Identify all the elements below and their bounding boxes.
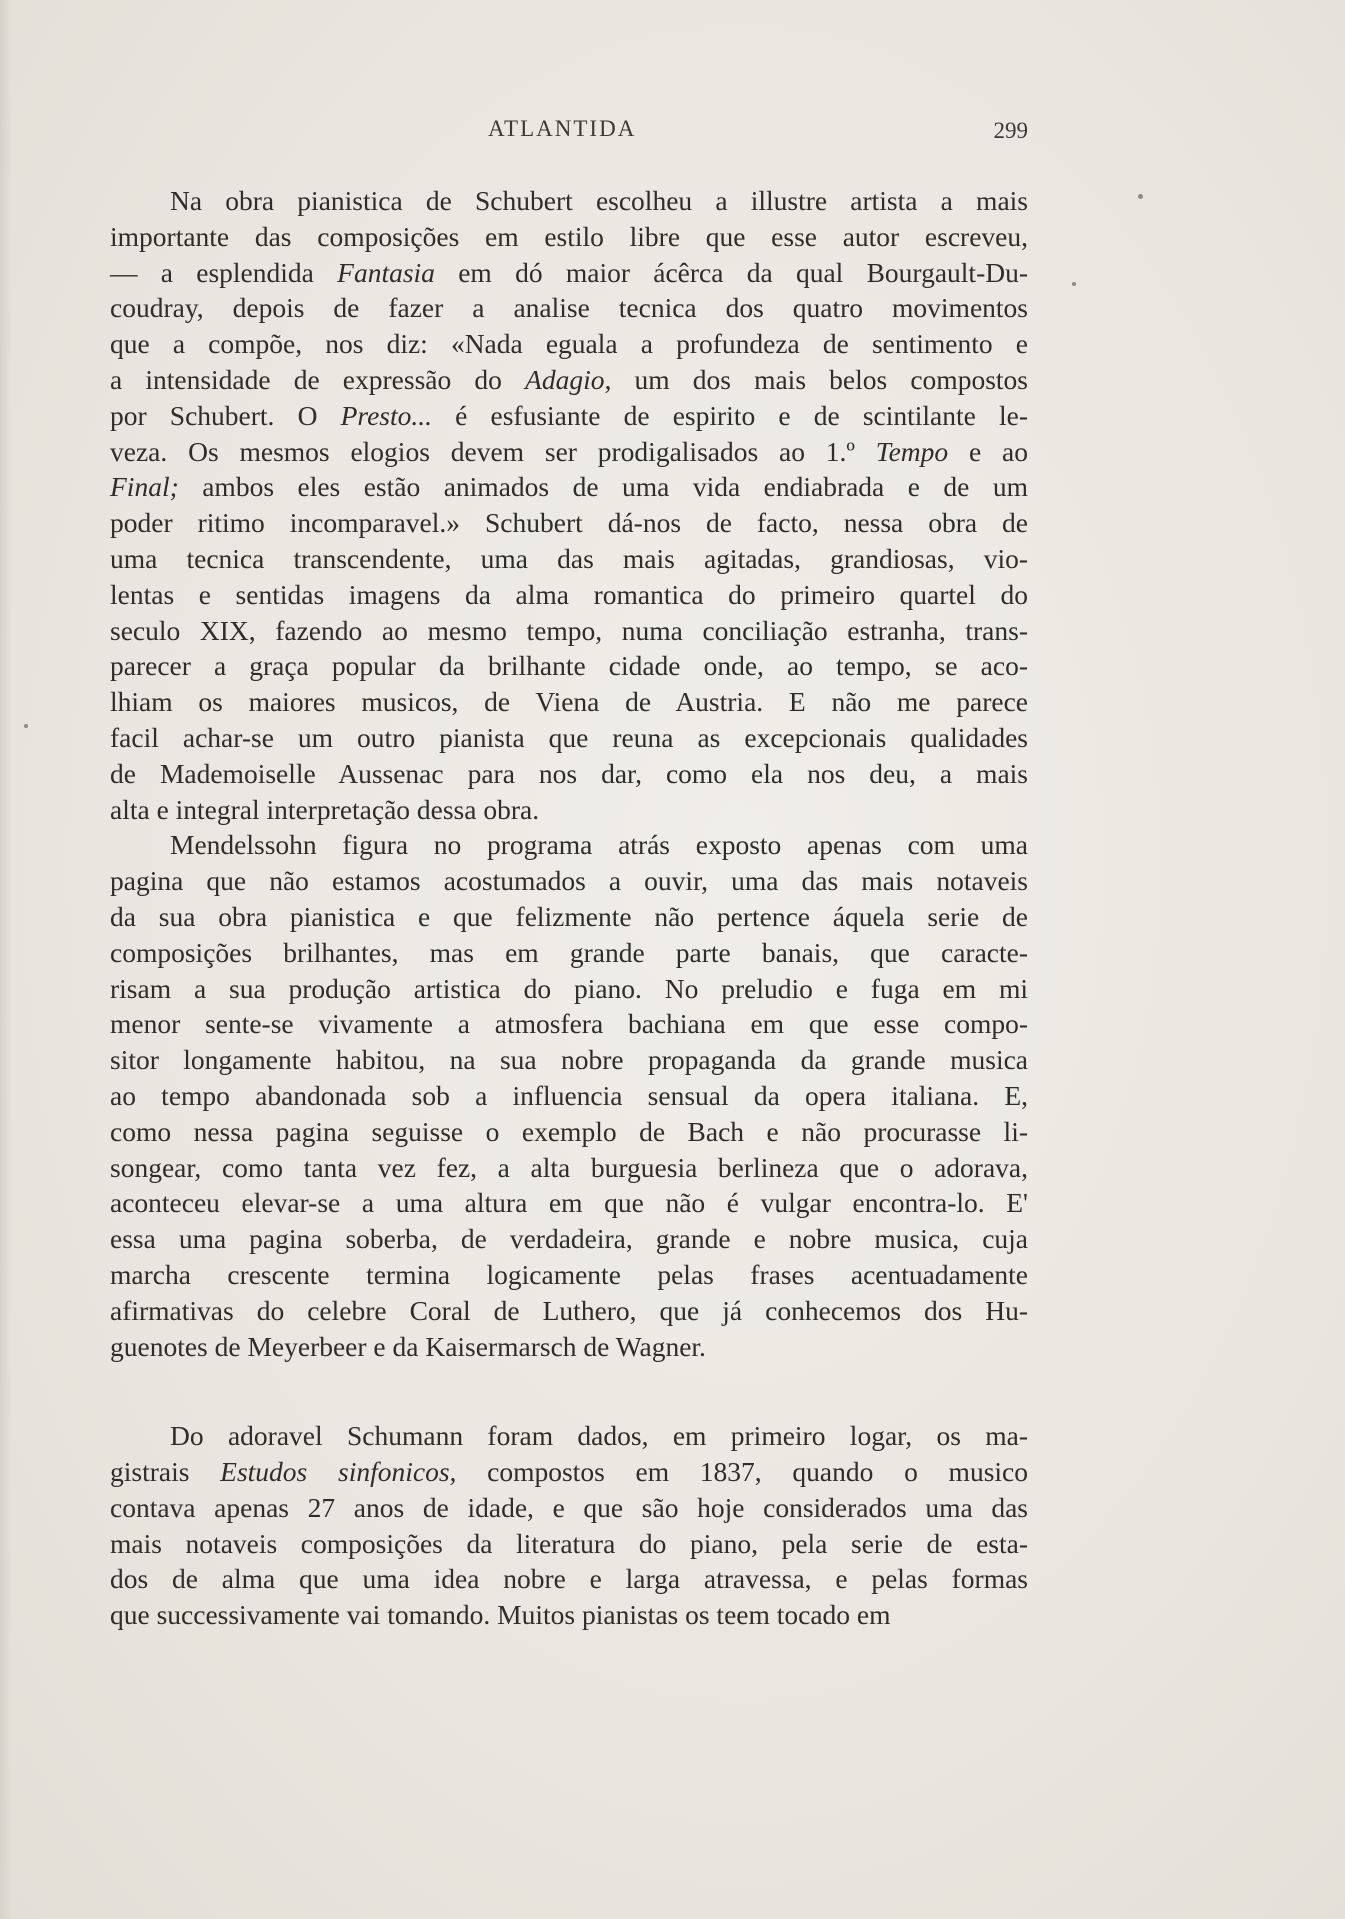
text-line: coudray, depois de fazer a analise tecnica dos quatro movimentos [110, 292, 1028, 324]
paragraph [110, 183, 1028, 827]
text-line: como nessa pagina seguisse o exemplo de Bach e não procurasse li- [110, 1115, 1028, 1147]
text-line: a intensidade de expressão do Adagio, um dos mais belos compostos [110, 363, 1028, 395]
text-line: facil achar-se um outro pianista que reuna as excepcionais qualidades [110, 721, 1028, 753]
text-line: Final; ambos eles estão animados de uma vida endiabrada e de um [110, 471, 1028, 503]
italic-title: Adagio, [525, 363, 612, 395]
text-line: dos de alma que uma idea nobre e larga atravessa, e pelas formas [110, 1563, 1028, 1595]
text-line: contava apenas 27 anos de idade, e que são hoje considerados uma das [110, 1491, 1028, 1523]
italic-title: Fantasia [337, 256, 435, 288]
section-gap [110, 1364, 1028, 1418]
text-line: lhiam os maiores musicos, de Viena de Austria. E não me parece [110, 686, 1028, 718]
text-line: que successivamente vai tomando. Muitos pianistas os teem tocado em [110, 1599, 891, 1631]
text-line: essa uma pagina soberba, de verdadeira, grande e nobre musica, cuja [110, 1223, 1028, 1255]
italic-title: Tempo [875, 435, 949, 467]
page-header [110, 116, 1028, 156]
running-title: ATLANTIDA [488, 116, 637, 141]
text-line: pagina que não estamos acostumados a ouvir, uma das mais notaveis [110, 865, 1028, 897]
text-line: menor sente-se vivamente a atmosfera bachiana em que esse compo- [110, 1008, 1028, 1040]
text-line: parecer a graça popular da brilhante cidade onde, ao tempo, se aco- [110, 650, 1028, 682]
paper-speck [24, 724, 28, 728]
text-line: Na obra pianistica de Schubert escolheu a illustre artista a mais [170, 185, 1028, 216]
paper-speck [1072, 282, 1076, 286]
text-line: veza. Os mesmos elogios devem ser prodigalisados ao 1.º Tempo e ao [110, 435, 1028, 467]
text-line: composições brilhantes, mas em grande parte banais, que caracte- [110, 936, 1028, 968]
text-line: poder ritimo incomparavel.» Schubert dá-nos de facto, nessa obra de [110, 507, 1028, 539]
text-line: por Schubert. O Presto... é esfusiante de espirito e de scintilante le- [110, 399, 1028, 431]
text-line: gistrais Estudos sinfonicos, compostos em 1837, quando o musico [110, 1456, 1028, 1488]
text-line: aconteceu elevar-se a uma altura em que não é vulgar encontra-lo. E' [110, 1187, 1028, 1219]
text-line: Do adoravel Schumann foram dados, em primeiro logar, os ma- [170, 1420, 1028, 1452]
text-line: guenotes de Meyerbeer e da Kaisermarsch de Wagner. [110, 1330, 706, 1362]
text-line: importante das composições em estilo libre que esse autor escreveu, [110, 220, 1028, 252]
text-line: songear, como tanta vez fez, a alta burguesia berlineza que o adorava, [110, 1151, 1028, 1183]
page-number: 299 [993, 118, 1028, 143]
italic-title: Final; [110, 471, 179, 503]
text-line: da sua obra pianistica e que felizmente não pertence áquela serie de [110, 900, 1028, 932]
text-line: — a esplendida Fantasia em dó maior ácêrca da qual Bourgault-Du- [110, 256, 1028, 288]
paragraph [110, 827, 1028, 1364]
text-line: lentas e sentidas imagens da alma romantica do primeiro quartel do [110, 578, 1028, 610]
text-line: seculo XIX, fazendo ao mesmo tempo, numa conciliação estranha, trans- [110, 614, 1028, 646]
text-line: mais notaveis composições da literatura do piano, pela serie de esta- [110, 1527, 1028, 1559]
page-edge-shadow [0, 0, 12, 1919]
italic-title: Estudos sinfonicos, [220, 1456, 457, 1488]
text-line: uma tecnica transcendente, uma das mais agitadas, grandiosas, vio- [110, 542, 1028, 574]
text-line: alta e integral interpretação dessa obra. [110, 793, 540, 825]
text-line: marcha crescente termina logicamente pelas frases acentuadamente [110, 1258, 1028, 1290]
paper-speck [1138, 194, 1143, 199]
text-line: que a compõe, nos diz: «Nada eguala a profundeza de sentimento e [110, 328, 1028, 360]
text-line: afirmativas do celebre Coral de Luthero, que já conhecemos dos Hu- [110, 1294, 1028, 1326]
body-text [110, 183, 1028, 1633]
text-line: risam a sua produção artistica do piano. No preludio e fuga em mi [110, 972, 1028, 1004]
text-line: sitor longamente habitou, na sua nobre propaganda da grande musica [110, 1044, 1028, 1076]
text-line: ao tempo abandonada sob a influencia sensual da opera italiana. E, [110, 1079, 1028, 1111]
text-line: de Mademoiselle Aussenac para nos dar, como ela nos deu, a mais [110, 757, 1028, 789]
italic-title: Presto... [340, 399, 432, 431]
text-line: Mendelssohn figura no programa atrás exposto apenas com uma [170, 829, 1028, 861]
paragraph [110, 1418, 1028, 1633]
